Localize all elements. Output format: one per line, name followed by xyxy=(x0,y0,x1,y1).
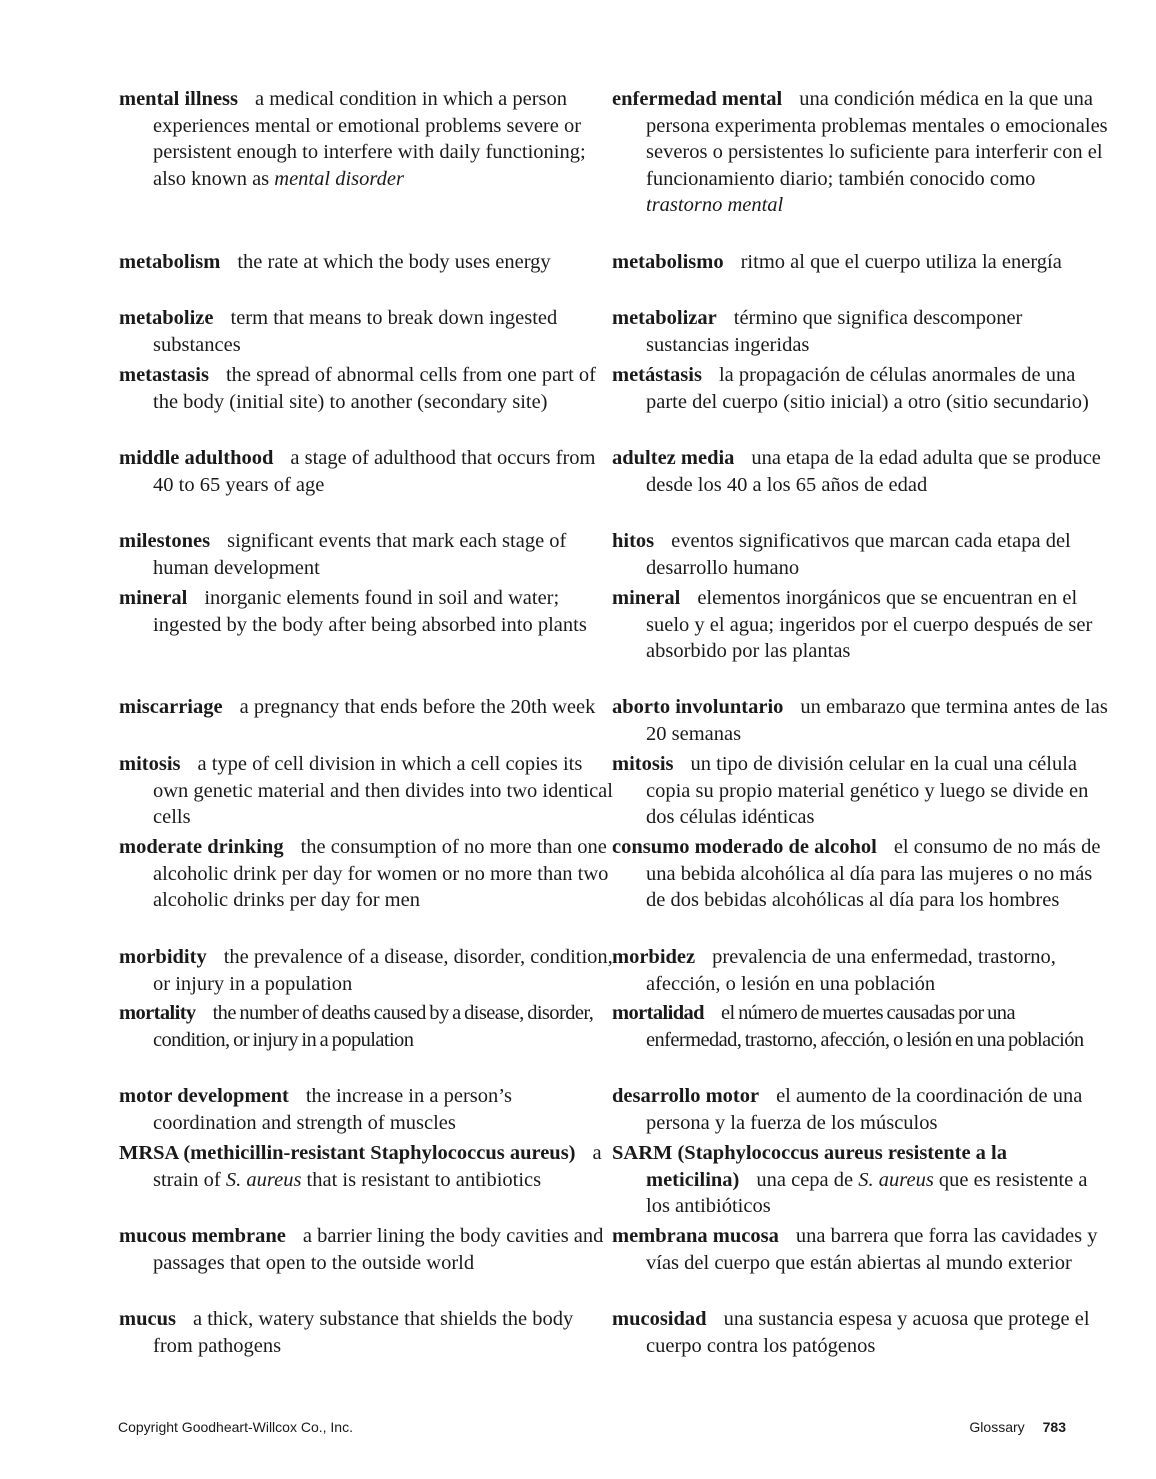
glossary-term: metabolize xyxy=(119,307,214,329)
glossary-entry: metabolism the rate at which the body uses energy xyxy=(119,251,551,273)
glossary-entry: middle adulthood a stage of adulthood that occurs from 40 to 65 years of age xyxy=(119,447,596,496)
glossary-term: mineral xyxy=(119,587,188,609)
glossary-entry: metastasis the spread of abnormal cells from one part of the body (initial site) to another (secondary site) xyxy=(119,364,596,413)
glossary-term: metabolism xyxy=(119,251,221,273)
glossary-term-es: SARM (Staphylococcus aureus resistente a la meticilina) xyxy=(612,1142,1007,1191)
glossary-entry: mental illness a medical condition in which a person experiences mental or emotional problems severe or persistent enough to interfere with daily functioning; also known as mental disorder xyxy=(119,88,586,190)
glossary-entry-es: hitos eventos significativos que marcan cada etapa del desarrollo humano xyxy=(612,530,1071,579)
section-label: Glossary xyxy=(969,1419,1025,1435)
glossary-entry: metabolize term that means to break down ingested substances xyxy=(119,307,558,356)
glossary-entry-es: enfermedad mental una condición médica en la que una persona experimenta problemas mentales o emocionales severos o persistentes lo suficiente para interferir con el funcionamiento diario; también conocido como trastorno mental xyxy=(612,88,1108,216)
glossary-entry: milestones significant events that mark each stage of human development xyxy=(119,530,567,579)
glossary-entry-es: mitosis un tipo de división celular en la cual una célula copia su propio material genético y luego se divide en dos células idénticas xyxy=(612,753,1089,828)
glossary-entry: mucous membrane a barrier lining the body cavities and passages that open to the outside world xyxy=(119,1225,604,1274)
glossary-term-es: enfermedad mental xyxy=(612,88,783,110)
glossary-entry-es: metástasis la propagación de células anormales de una parte del cuerpo (sitio inicial) a otro (sitio secundario) xyxy=(612,364,1089,413)
glossary-term: mortality xyxy=(119,1002,196,1024)
glossary-term: miscarriage xyxy=(119,696,223,718)
glossary-entry-es: consumo moderado de alcohol el consumo de no más de una bebida alcohólica al día para las mujeres o no más de dos bebidas alcohólicas al día para los hombres xyxy=(612,836,1101,911)
glossary-term-es: consumo moderado de alcohol xyxy=(612,836,877,858)
page-footer xyxy=(969,1419,1066,1435)
glossary-term: mucus xyxy=(119,1308,176,1330)
glossary-entry: MRSA (methicillin-resistant Staphylococcus aureus) a strain of S. aureus that is resistant to antibiotics xyxy=(119,1142,602,1191)
glossary-term-es: adultez media xyxy=(612,447,735,469)
glossary-term: mitosis xyxy=(119,753,181,775)
glossary-entry-es: mucosidad una sustancia espesa y acuosa que protege el cuerpo contra los patógenos xyxy=(612,1308,1090,1357)
glossary-entry: moderate drinking the consumption of no more than one alcoholic drink per day for women or no more than two alcoholic drinks per day for men xyxy=(119,836,609,911)
glossary-term-es: mitosis xyxy=(612,753,674,775)
glossary-term-es: mucosidad xyxy=(612,1308,707,1330)
glossary-entry-es: adultez media una etapa de la edad adulta que se produce desde los 40 a los 65 años de edad xyxy=(612,447,1101,496)
glossary-term: milestones xyxy=(119,530,211,552)
glossary-entry: mortality the number of deaths caused by a disease, disorder, condition, or injury in a population xyxy=(119,1002,594,1051)
glossary-term: moderate drinking xyxy=(119,836,284,858)
glossary-entry-es: SARM (Staphylococcus aureus resistente a la meticilina) una cepa de S. aureus que es resistente a los antibióticos xyxy=(612,1142,1088,1217)
glossary-entry-es: membrana mucosa una barrera que forra las cavidades y vías del cuerpo que están abiertas al mundo exterior xyxy=(612,1225,1098,1274)
glossary-term-es: metabolizar xyxy=(612,307,717,329)
glossary-term-es: aborto involuntario xyxy=(612,696,784,718)
glossary-term-es: hitos xyxy=(612,530,655,552)
glossary-term: mental illness xyxy=(119,88,239,110)
glossary-term: morbidity xyxy=(119,946,207,968)
glossary-term-es: morbidez xyxy=(612,946,696,968)
glossary-entry: miscarriage a pregnancy that ends before the 20th week xyxy=(119,696,596,718)
glossary-term-es: metabolismo xyxy=(612,251,724,273)
glossary-entry-es: metabolismo ritmo al que el cuerpo utiliza la energía xyxy=(612,251,1062,273)
glossary-term: motor development xyxy=(119,1085,289,1107)
glossary-term: MRSA (methicillin-resistant Staphylococcus aureus) xyxy=(119,1142,576,1164)
glossary-term-es: mineral xyxy=(612,587,681,609)
glossary-entry-es: metabolizar término que significa descomponer sustancias ingeridas xyxy=(612,307,1023,356)
glossary-term-es: membrana mucosa xyxy=(612,1225,779,1247)
glossary-entry-es: morbidez prevalencia de una enfermedad, trastorno, afección, o lesión en una población xyxy=(612,946,1056,995)
copyright-notice: Copyright Goodheart-Willcox Co., Inc. xyxy=(118,1419,353,1435)
glossary-entry: mineral inorganic elements found in soil and water; ingested by the body after being absorbed into plants xyxy=(119,587,587,636)
glossary-entry: morbidity the prevalence of a disease, disorder, condition, or injury in a population xyxy=(119,946,613,995)
glossary-term: middle adulthood xyxy=(119,447,274,469)
glossary-entry-es: mineral elementos inorgánicos que se encuentran en el suelo y el agua; ingeridos por el cuerpo después de ser absorbido por las plantas xyxy=(612,587,1093,662)
glossary-entry-es: mortalidad el número de muertes causadas por una enfermedad, trastorno, afección, o lesión en una población xyxy=(612,1002,1084,1051)
page-number: 783 xyxy=(1042,1419,1066,1435)
glossary-term: mucous membrane xyxy=(119,1225,286,1247)
glossary-entry: motor development the increase in a person’s coordination and strength of muscles xyxy=(119,1085,512,1134)
glossary-term: metastasis xyxy=(119,364,209,386)
glossary-entry: mucus a thick, watery substance that shields the body from pathogens xyxy=(119,1308,574,1357)
glossary-entry-es: aborto involuntario un embarazo que termina antes de las 20 semanas xyxy=(612,696,1108,745)
glossary-entry-es: desarrollo motor el aumento de la coordinación de una persona y la fuerza de los músculos xyxy=(612,1085,1083,1134)
glossary-term-es: desarrollo motor xyxy=(612,1085,760,1107)
glossary-term-es: metástasis xyxy=(612,364,702,386)
glossary-term-es: mortalidad xyxy=(612,1002,704,1024)
glossary-entry: mitosis a type of cell division in which a cell copies its own genetic material and then divides into two identical cells xyxy=(119,753,613,828)
